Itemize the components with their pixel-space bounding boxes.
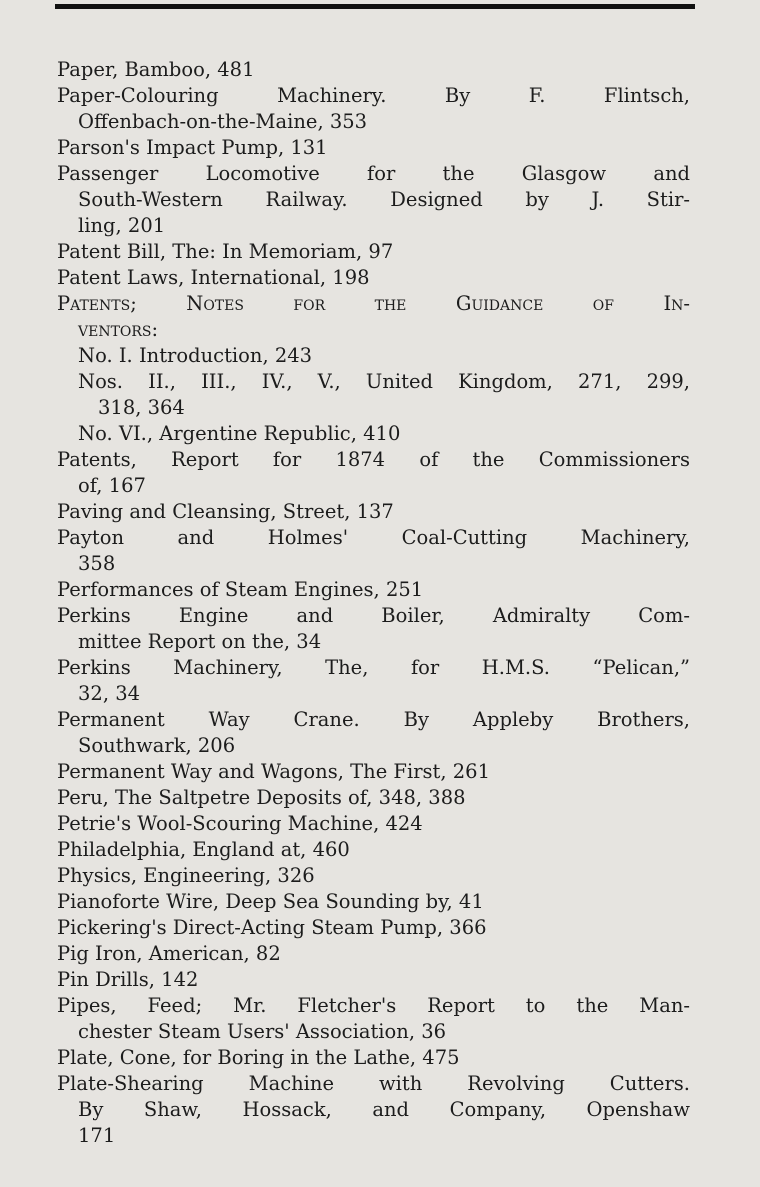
index-entry [57, 135, 690, 161]
entry-line: chester Steam Users' Association, 36 [78, 1020, 447, 1043]
index-entry [57, 1045, 690, 1071]
index-entry [57, 265, 690, 291]
entry-line: Perkins Engine and Boiler, Admiralty Com- [57, 604, 690, 627]
entry-line: Nos. II., III., IV., V., United Kingdom, 271, 299, [78, 370, 690, 393]
entry-line: ventors: [78, 318, 159, 341]
entry-line: Pin Drills, 142 [57, 968, 199, 991]
entry-line: Philadelphia, England at, 460 [57, 838, 350, 861]
entry-line: Paper, Bamboo, 481 [57, 58, 255, 81]
entry-line: Plate-Shearing Machine with Revolving Cutters. [57, 1072, 690, 1095]
index-entry [57, 499, 690, 525]
index-entry [57, 785, 690, 811]
index-entry [57, 161, 690, 239]
entry-line: of, 167 [78, 474, 146, 497]
entry-line: Offenbach-on-the-Maine, 353 [78, 110, 368, 133]
index-entry [57, 837, 690, 863]
index-subentry [57, 369, 690, 421]
entry-line: 358 [78, 552, 116, 575]
index-entry [57, 707, 690, 759]
index-subentry [57, 343, 690, 369]
entry-line: Patent Bill, The: In Memoriam, 97 [57, 240, 394, 263]
entry-line: Physics, Engineering, 326 [57, 864, 315, 887]
entry-line: South-Western Railway. Designed by J. Stir- [78, 188, 690, 211]
entry-line: Permanent Way Crane. By Appleby Brothers, [57, 708, 690, 731]
entry-line: Paving and Cleansing, Street, 137 [57, 500, 394, 523]
index-entry [57, 83, 690, 135]
index-column [57, 57, 690, 1149]
entry-line: 32, 34 [78, 682, 141, 705]
entry-line: Patents; Notes for the Guidance of In- [57, 292, 690, 315]
entry-line: mittee Report on the, 34 [78, 630, 322, 653]
index-entry [57, 811, 690, 837]
entry-line: No. I. Introduction, 243 [78, 344, 313, 367]
index-entry [57, 525, 690, 577]
index-entry [57, 239, 690, 265]
index-entry [57, 577, 690, 603]
index-entry [57, 915, 690, 941]
top-rule [55, 4, 695, 9]
index-entry [57, 655, 690, 707]
index-entry [57, 863, 690, 889]
entry-line: Performances of Steam Engines, 251 [57, 578, 424, 601]
entry-line: No. VI., Argentine Republic, 410 [78, 422, 401, 445]
entry-line: Pickering's Direct-Acting Steam Pump, 366 [57, 916, 487, 939]
entry-line: Plate, Cone, for Boring in the Lathe, 475 [57, 1046, 460, 1069]
entry-line: Petrie's Wool-Scouring Machine, 424 [57, 812, 423, 835]
entry-line: Peru, The Saltpetre Deposits of, 348, 388 [57, 786, 466, 809]
entry-line: Passenger Locomotive for the Glasgow and [57, 162, 690, 185]
entry-line: Parson's Impact Pump, 131 [57, 136, 328, 159]
index-entry [57, 993, 690, 1045]
entry-line: Pianoforte Wire, Deep Sea Sounding by, 41 [57, 890, 484, 913]
index-entry [57, 447, 690, 499]
index-entry [57, 941, 690, 967]
index-entry [57, 603, 690, 655]
entry-line: Pig Iron, American, 82 [57, 942, 281, 965]
index-subentry [57, 421, 690, 447]
entry-line: ling, 201 [78, 214, 166, 237]
entry-line: Southwark, 206 [78, 734, 236, 757]
index-entry [57, 759, 690, 785]
index-entry [57, 889, 690, 915]
index-entry [57, 1071, 690, 1149]
entry-line: Perkins Machinery, The, for H.M.S. “Pelican,” [57, 656, 690, 679]
entry-line: Pipes, Feed; Mr. Fletcher's Report to the Man- [57, 994, 690, 1017]
index-entry [57, 967, 690, 993]
entry-line: Patent Laws, International, 198 [57, 266, 370, 289]
entry-line: Payton and Holmes' Coal-Cutting Machinery, [57, 526, 690, 549]
index-entry [57, 291, 690, 447]
entry-line: 171 [78, 1124, 116, 1147]
index-entry [57, 57, 690, 83]
entry-line: 318, 364 [98, 396, 185, 419]
entry-line: Paper-Colouring Machinery. By F. Flintsch, [57, 84, 690, 107]
entry-line: By Shaw, Hossack, and Company, Openshaw [78, 1098, 690, 1121]
entry-line: Patents, Report for 1874 of the Commissioners [57, 448, 690, 471]
entry-line: Permanent Way and Wagons, The First, 261 [57, 760, 490, 783]
